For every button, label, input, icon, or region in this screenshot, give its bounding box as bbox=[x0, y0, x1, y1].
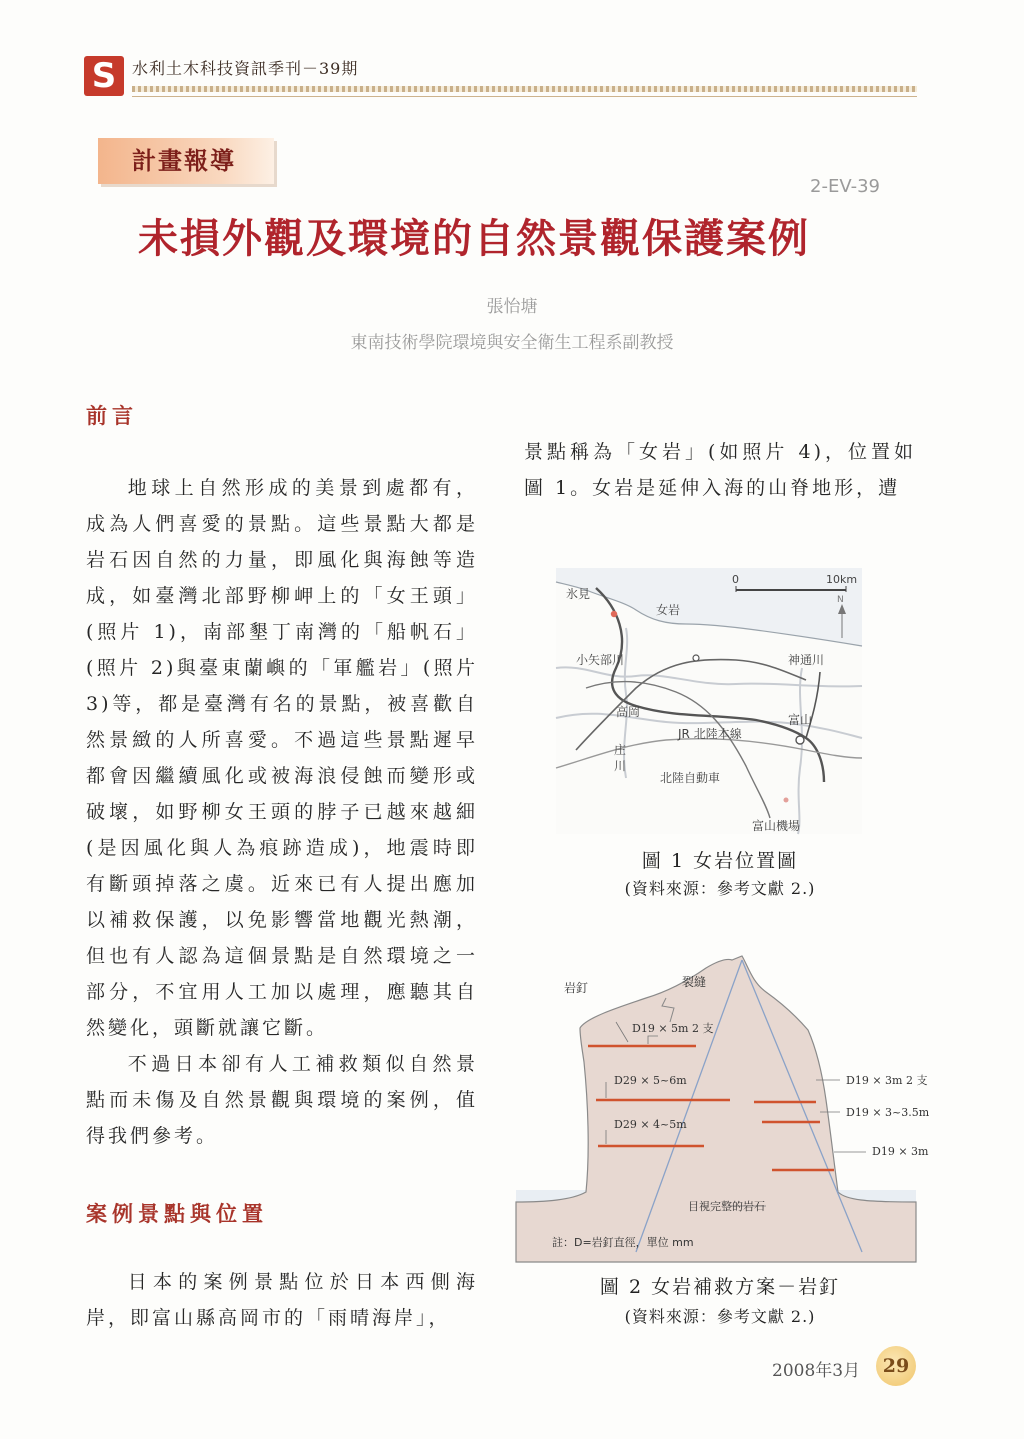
megami-rock-marker bbox=[611, 611, 617, 617]
intro-paragraph-2: 不過日本卻有人工補救類似自然景點而未傷及自然景觀與環境的案例，值得我們參考。 bbox=[86, 1053, 478, 1147]
rock-bolt-diagram bbox=[516, 952, 930, 1262]
map-north-label: N bbox=[837, 595, 844, 605]
journal-title: 水利土木科技資訊季刊－39期 bbox=[132, 59, 359, 78]
logo-letter: S bbox=[91, 56, 117, 96]
journal-logo bbox=[84, 56, 124, 96]
label-d29-5-6m: D29 × 5~6m bbox=[614, 1074, 687, 1087]
map-scale-10km: 10km bbox=[826, 573, 858, 586]
column2-paragraph-1: 景點稱為「女岩」(如照片 4)，位置如圖 1。女岩是延伸入海的山脊地形，遭 bbox=[524, 441, 916, 499]
section-tag-label: 計畫報導 bbox=[132, 147, 236, 175]
map-scale-zero: 0 bbox=[732, 573, 739, 586]
label-airport: 富山機場 bbox=[752, 819, 801, 833]
label-rock-bolt: 岩釘 bbox=[564, 981, 589, 995]
label-intact-rock: 目視完整的岩石 bbox=[688, 1200, 765, 1213]
diagram-note: 註：D=岩釘直徑，單位 mm bbox=[552, 1236, 694, 1249]
page-number-badge bbox=[876, 1346, 916, 1386]
heading-case: 案例景點與位置 bbox=[86, 1202, 268, 1226]
figure2-source: (資料來源：參考文獻 2.) bbox=[624, 1307, 816, 1326]
label-crack: 裂縫 bbox=[682, 975, 707, 989]
heading-intro: 前言 bbox=[86, 404, 138, 428]
label-jinzu-river: 神通川 bbox=[788, 653, 825, 667]
figure1-source: (資料來源：參考文獻 2.) bbox=[624, 879, 816, 898]
label-d29-4-5m: D29 × 4~5m bbox=[614, 1118, 687, 1131]
page-number: 29 bbox=[882, 1355, 910, 1377]
label-d19-3-3.5m: D19 × 3~3.5m bbox=[846, 1106, 930, 1119]
case-paragraph-1: 日本的案例景點位於日本西側海岸，即富山縣高岡市的「雨晴海岸」， bbox=[86, 1271, 478, 1329]
author-affiliation: 東南技術學院環境與安全衛生工程系副教授 bbox=[350, 333, 674, 353]
issue-date: 2008年3月 bbox=[772, 1361, 861, 1381]
label-takaoka: 高岡 bbox=[616, 705, 641, 719]
article-code: 2-EV-39 bbox=[810, 176, 880, 197]
label-toyama: 富山 bbox=[788, 713, 813, 727]
column2-text bbox=[524, 434, 916, 506]
label-jr-line: JR 北陸本線 bbox=[678, 727, 742, 741]
label-sho-river: 川 bbox=[614, 759, 627, 773]
author-name: 張怡塘 bbox=[486, 297, 538, 317]
section-tag bbox=[98, 138, 274, 184]
label-d19-5m: D19 × 5m 2 支 bbox=[632, 1022, 714, 1035]
header-divider bbox=[132, 86, 917, 92]
label-megami: 女岩 bbox=[656, 603, 681, 617]
location-map bbox=[556, 568, 862, 834]
label-sho: 庄 bbox=[614, 743, 627, 757]
label-himi: 氷見 bbox=[566, 587, 591, 601]
figure1-caption: 圖 1 女岩位置圖 bbox=[641, 850, 799, 872]
figure2-caption: 圖 2 女岩補救方案－岩釘 bbox=[599, 1276, 841, 1298]
intro-text bbox=[86, 470, 478, 1154]
label-expressway: 北陸自動車 bbox=[660, 771, 721, 785]
case-text bbox=[86, 1264, 478, 1336]
article-title: 未損外觀及環境的自然景觀保護案例 bbox=[138, 216, 810, 262]
label-oyabe-river: 小矢部川 bbox=[576, 653, 625, 667]
label-d19-3m-2: D19 × 3m 2 支 bbox=[846, 1074, 928, 1087]
header-rule bbox=[132, 96, 917, 97]
intro-paragraph-1: 地球上自然形成的美景到處都有，成為人們喜愛的景點。這些景點大都是岩石因自然的力量，即風化與海蝕等造成，如臺灣北部野柳岬上的「女王頭」(照片 1)，南部墾丁南灣的「船帆石」(照片 2)與臺東蘭嶼的「軍艦岩」(照片 3)等，都是臺灣有名的景點，被喜歡自然景緻的人所喜愛。不過這些景點遲早都會因繼續風化或被海浪侵蝕而變形或破壞，如野柳女王頭的脖子已越來越細(是因風化與人為痕跡造成)，地震時即有斷頭掉落之虞。近來已有人提出應加以補救保護，以免影響當地觀光熱潮，但也有人認為這個景點是自然環境之一部分，不宜用人工加以處理，應聽其自然變化，頭斷就讓它斷。 bbox=[86, 477, 478, 1039]
label-d19-3m: D19 × 3m bbox=[872, 1145, 929, 1158]
